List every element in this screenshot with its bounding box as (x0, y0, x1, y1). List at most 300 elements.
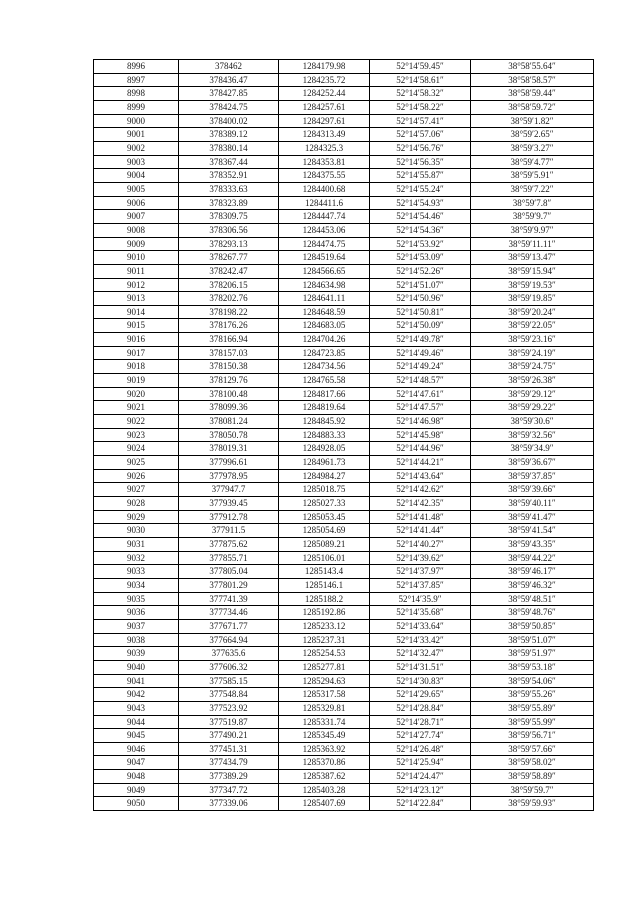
longitude-cell: 38°59′51.97″ (471, 647, 594, 661)
table-row (94, 169, 594, 183)
x-coordinate-cell: 377664.94 (179, 633, 279, 647)
x-coordinate-cell: 377434.79 (179, 756, 279, 770)
table-row (94, 497, 594, 511)
latitude-cell: 52°14′54.36″ (370, 223, 471, 237)
latitude-cell: 52°14′42.35″ (370, 497, 471, 511)
y-coordinate-cell: 1284704.26 (279, 333, 370, 347)
x-coordinate-cell: 378019.31 (179, 442, 279, 456)
point-number-cell: 8996 (94, 60, 179, 74)
table-row (94, 196, 594, 210)
x-coordinate-cell: 378099.36 (179, 401, 279, 415)
point-number-cell: 9026 (94, 469, 179, 483)
latitude-cell: 52°14′44.21″ (370, 456, 471, 470)
x-coordinate-cell: 378306.56 (179, 223, 279, 237)
latitude-cell: 52°14′50.09″ (370, 319, 471, 333)
x-coordinate-cell: 377389.29 (179, 770, 279, 784)
longitude-cell: 38°59′15.94″ (471, 264, 594, 278)
x-coordinate-cell: 378352.91 (179, 169, 279, 183)
latitude-cell: 52°14′50.81″ (370, 305, 471, 319)
latitude-cell: 52°14′24.47″ (370, 770, 471, 784)
table-row (94, 537, 594, 551)
x-coordinate-cell: 377339.06 (179, 797, 279, 811)
x-coordinate-cell: 377548.84 (179, 688, 279, 702)
longitude-cell: 38°59′24.19″ (471, 346, 594, 360)
table-row (94, 223, 594, 237)
table-row (94, 660, 594, 674)
latitude-cell: 52°14′47.61″ (370, 387, 471, 401)
latitude-cell: 52°14′41.48″ (370, 510, 471, 524)
longitude-cell: 38°59′9.97″ (471, 223, 594, 237)
table-row (94, 141, 594, 155)
latitude-cell: 52°14′33.64″ (370, 619, 471, 633)
longitude-cell: 38°59′23.16″ (471, 333, 594, 347)
x-coordinate-cell: 378202.76 (179, 292, 279, 306)
table-row (94, 401, 594, 415)
longitude-cell: 38°59′53.18″ (471, 660, 594, 674)
point-number-cell: 9012 (94, 278, 179, 292)
latitude-cell: 52°14′28.71″ (370, 715, 471, 729)
latitude-cell: 52°14′37.85″ (370, 578, 471, 592)
longitude-cell: 38°59′4.77″ (471, 155, 594, 169)
point-number-cell: 9049 (94, 783, 179, 797)
point-number-cell: 9005 (94, 182, 179, 196)
point-number-cell: 9032 (94, 551, 179, 565)
longitude-cell: 38°59′11.11″ (471, 237, 594, 251)
table-row (94, 715, 594, 729)
latitude-cell: 52°14′56.35″ (370, 155, 471, 169)
latitude-cell: 52°14′46.98″ (370, 415, 471, 429)
latitude-cell: 52°14′35.68″ (370, 606, 471, 620)
x-coordinate-cell: 377741.39 (179, 592, 279, 606)
coordinates-table-body (94, 60, 594, 811)
longitude-cell: 38°59′50.85″ (471, 619, 594, 633)
x-coordinate-cell: 378050.78 (179, 428, 279, 442)
y-coordinate-cell: 1284257.61 (279, 100, 370, 114)
latitude-cell: 52°14′33.42″ (370, 633, 471, 647)
y-coordinate-cell: 1285370.86 (279, 756, 370, 770)
table-row (94, 551, 594, 565)
y-coordinate-cell: 1284819.64 (279, 401, 370, 415)
point-number-cell: 9031 (94, 537, 179, 551)
point-number-cell: 9025 (94, 456, 179, 470)
y-coordinate-cell: 1285143.4 (279, 565, 370, 579)
x-coordinate-cell: 378198.22 (179, 305, 279, 319)
table-row (94, 688, 594, 702)
y-coordinate-cell: 1284447.74 (279, 210, 370, 224)
point-number-cell: 8999 (94, 100, 179, 114)
x-coordinate-cell: 377911.5 (179, 524, 279, 538)
latitude-cell: 52°14′28.84″ (370, 701, 471, 715)
latitude-cell: 52°14′57.06″ (370, 128, 471, 142)
point-number-cell: 9034 (94, 578, 179, 592)
table-row (94, 128, 594, 142)
x-coordinate-cell: 377978.95 (179, 469, 279, 483)
x-coordinate-cell: 377996.61 (179, 456, 279, 470)
y-coordinate-cell: 1285387.62 (279, 770, 370, 784)
longitude-cell: 38°59′32.56″ (471, 428, 594, 442)
y-coordinate-cell: 1285407.69 (279, 797, 370, 811)
latitude-cell: 52°14′22.84″ (370, 797, 471, 811)
point-number-cell: 9021 (94, 401, 179, 415)
longitude-cell: 38°59′30.6″ (471, 415, 594, 429)
latitude-cell: 52°14′57.41″ (370, 114, 471, 128)
longitude-cell: 38°59′46.32″ (471, 578, 594, 592)
point-number-cell: 9018 (94, 360, 179, 374)
y-coordinate-cell: 1284297.61 (279, 114, 370, 128)
latitude-cell: 52°14′54.46″ (370, 210, 471, 224)
point-number-cell: 9036 (94, 606, 179, 620)
table-row (94, 510, 594, 524)
table-row (94, 346, 594, 360)
y-coordinate-cell: 1284235.72 (279, 73, 370, 87)
latitude-cell: 52°14′44.96″ (370, 442, 471, 456)
longitude-cell: 38°59′37.85″ (471, 469, 594, 483)
y-coordinate-cell: 1284325.3 (279, 141, 370, 155)
longitude-cell: 38°59′41.54″ (471, 524, 594, 538)
point-number-cell: 9000 (94, 114, 179, 128)
longitude-cell: 38°59′39.66″ (471, 483, 594, 497)
point-number-cell: 9015 (94, 319, 179, 333)
latitude-cell: 52°14′25.94″ (370, 756, 471, 770)
y-coordinate-cell: 1284474.75 (279, 237, 370, 251)
x-coordinate-cell: 378100.48 (179, 387, 279, 401)
point-number-cell: 9004 (94, 169, 179, 183)
point-number-cell: 9022 (94, 415, 179, 429)
longitude-cell: 38°58′59.72″ (471, 100, 594, 114)
y-coordinate-cell: 1284961.73 (279, 456, 370, 470)
table-row (94, 264, 594, 278)
x-coordinate-cell: 377347.72 (179, 783, 279, 797)
y-coordinate-cell: 1285089.21 (279, 537, 370, 551)
latitude-cell: 52°14′53.09″ (370, 251, 471, 265)
x-coordinate-cell: 378309.75 (179, 210, 279, 224)
table-row (94, 647, 594, 661)
y-coordinate-cell: 1284723.85 (279, 346, 370, 360)
point-number-cell: 9002 (94, 141, 179, 155)
point-number-cell: 9010 (94, 251, 179, 265)
x-coordinate-cell: 377875.62 (179, 537, 279, 551)
point-number-cell: 9050 (94, 797, 179, 811)
point-number-cell: 9041 (94, 674, 179, 688)
table-row (94, 182, 594, 196)
table-row (94, 783, 594, 797)
table-row (94, 606, 594, 620)
point-number-cell: 9027 (94, 483, 179, 497)
longitude-cell: 38°59′55.89″ (471, 701, 594, 715)
x-coordinate-cell: 377947.7 (179, 483, 279, 497)
point-number-cell: 9046 (94, 742, 179, 756)
point-number-cell: 9011 (94, 264, 179, 278)
table-row (94, 237, 594, 251)
longitude-cell: 38°59′48.76″ (471, 606, 594, 620)
point-number-cell: 9006 (94, 196, 179, 210)
x-coordinate-cell: 378462 (179, 60, 279, 74)
longitude-cell: 38°59′3.27″ (471, 141, 594, 155)
longitude-cell: 38°59′20.24″ (471, 305, 594, 319)
point-number-cell: 9033 (94, 565, 179, 579)
latitude-cell: 52°14′59.45″ (370, 60, 471, 74)
latitude-cell: 52°14′43.64″ (370, 469, 471, 483)
point-number-cell: 9040 (94, 660, 179, 674)
table-row (94, 592, 594, 606)
point-number-cell: 9016 (94, 333, 179, 347)
table-row (94, 415, 594, 429)
latitude-cell: 52°14′37.97″ (370, 565, 471, 579)
latitude-cell: 52°14′32.47″ (370, 647, 471, 661)
y-coordinate-cell: 1284375.55 (279, 169, 370, 183)
latitude-cell: 52°14′23.12″ (370, 783, 471, 797)
latitude-cell: 52°14′53.92″ (370, 237, 471, 251)
longitude-cell: 38°58′59.44″ (471, 87, 594, 101)
point-number-cell: 9003 (94, 155, 179, 169)
longitude-cell: 38°58′55.64″ (471, 60, 594, 74)
y-coordinate-cell: 1284179.98 (279, 60, 370, 74)
point-number-cell: 9019 (94, 374, 179, 388)
y-coordinate-cell: 1285192.86 (279, 606, 370, 620)
point-number-cell: 9001 (94, 128, 179, 142)
point-number-cell: 9023 (94, 428, 179, 442)
point-number-cell: 9043 (94, 701, 179, 715)
point-number-cell: 9030 (94, 524, 179, 538)
latitude-cell: 52°14′58.61″ (370, 73, 471, 87)
y-coordinate-cell: 1284634.98 (279, 278, 370, 292)
table-row (94, 374, 594, 388)
longitude-cell: 38°59′19.53″ (471, 278, 594, 292)
x-coordinate-cell: 377451.31 (179, 742, 279, 756)
longitude-cell: 38°59′51.07″ (471, 633, 594, 647)
y-coordinate-cell: 1285363.92 (279, 742, 370, 756)
table-row (94, 155, 594, 169)
point-number-cell: 9042 (94, 688, 179, 702)
x-coordinate-cell: 377606.32 (179, 660, 279, 674)
y-coordinate-cell: 1284928.05 (279, 442, 370, 456)
x-coordinate-cell: 378267.77 (179, 251, 279, 265)
table-row (94, 619, 594, 633)
longitude-cell: 38°59′1.82″ (471, 114, 594, 128)
latitude-cell: 52°14′30.83″ (370, 674, 471, 688)
x-coordinate-cell: 377671.77 (179, 619, 279, 633)
x-coordinate-cell: 378436.47 (179, 73, 279, 87)
latitude-cell: 52°14′39.62″ (370, 551, 471, 565)
latitude-cell: 52°14′49.46″ (370, 346, 471, 360)
y-coordinate-cell: 1285146.1 (279, 578, 370, 592)
point-number-cell: 9017 (94, 346, 179, 360)
y-coordinate-cell: 1285331.74 (279, 715, 370, 729)
coordinates-table (93, 59, 594, 811)
latitude-cell: 52°14′35.9″ (370, 592, 471, 606)
point-number-cell: 9035 (94, 592, 179, 606)
latitude-cell: 52°14′50.96″ (370, 292, 471, 306)
table-row (94, 456, 594, 470)
table-row (94, 674, 594, 688)
table-row (94, 210, 594, 224)
x-coordinate-cell: 377519.87 (179, 715, 279, 729)
x-coordinate-cell: 377635.6 (179, 647, 279, 661)
x-coordinate-cell: 378293.13 (179, 237, 279, 251)
point-number-cell: 9045 (94, 729, 179, 743)
table-row (94, 87, 594, 101)
longitude-cell: 38°59′56.71″ (471, 729, 594, 743)
table-row (94, 565, 594, 579)
point-number-cell: 9008 (94, 223, 179, 237)
latitude-cell: 52°14′54.93″ (370, 196, 471, 210)
table-row (94, 360, 594, 374)
latitude-cell: 52°14′49.24″ (370, 360, 471, 374)
point-number-cell: 9038 (94, 633, 179, 647)
longitude-cell: 38°59′43.35″ (471, 537, 594, 551)
y-coordinate-cell: 1284984.27 (279, 469, 370, 483)
latitude-cell: 52°14′55.87″ (370, 169, 471, 183)
longitude-cell: 38°59′55.26″ (471, 688, 594, 702)
x-coordinate-cell: 378400.02 (179, 114, 279, 128)
latitude-cell: 52°14′26.48″ (370, 742, 471, 756)
y-coordinate-cell: 1285317.58 (279, 688, 370, 702)
longitude-cell: 38°59′57.66″ (471, 742, 594, 756)
y-coordinate-cell: 1285403.28 (279, 783, 370, 797)
latitude-cell: 52°14′58.32″ (370, 87, 471, 101)
point-number-cell: 9009 (94, 237, 179, 251)
longitude-cell: 38°59′9.7″ (471, 210, 594, 224)
latitude-cell: 52°14′40.27″ (370, 537, 471, 551)
x-coordinate-cell: 377585.15 (179, 674, 279, 688)
y-coordinate-cell: 1285254.53 (279, 647, 370, 661)
longitude-cell: 38°59′59.93″ (471, 797, 594, 811)
latitude-cell: 52°14′41.44″ (370, 524, 471, 538)
y-coordinate-cell: 1285054.69 (279, 524, 370, 538)
latitude-cell: 52°14′47.57″ (370, 401, 471, 415)
table-row (94, 701, 594, 715)
latitude-cell: 52°14′51.07″ (370, 278, 471, 292)
point-number-cell: 9007 (94, 210, 179, 224)
latitude-cell: 52°14′45.98″ (370, 428, 471, 442)
longitude-cell: 38°59′13.47″ (471, 251, 594, 265)
table-row (94, 428, 594, 442)
y-coordinate-cell: 1284252.44 (279, 87, 370, 101)
latitude-cell: 52°14′52.26″ (370, 264, 471, 278)
y-coordinate-cell: 1284566.65 (279, 264, 370, 278)
x-coordinate-cell: 378424.75 (179, 100, 279, 114)
longitude-cell: 38°59′29.22″ (471, 401, 594, 415)
y-coordinate-cell: 1284411.6 (279, 196, 370, 210)
y-coordinate-cell: 1284641.11 (279, 292, 370, 306)
x-coordinate-cell: 378367.44 (179, 155, 279, 169)
longitude-cell: 38°59′2.65″ (471, 128, 594, 142)
x-coordinate-cell: 377523.92 (179, 701, 279, 715)
table-row (94, 278, 594, 292)
latitude-cell: 52°14′55.24″ (370, 182, 471, 196)
longitude-cell: 38°59′29.12″ (471, 387, 594, 401)
point-number-cell: 9039 (94, 647, 179, 661)
point-number-cell: 9020 (94, 387, 179, 401)
latitude-cell: 52°14′48.57″ (370, 374, 471, 388)
table-row (94, 483, 594, 497)
y-coordinate-cell: 1285027.33 (279, 497, 370, 511)
y-coordinate-cell: 1284845.92 (279, 415, 370, 429)
x-coordinate-cell: 378166.94 (179, 333, 279, 347)
x-coordinate-cell: 378242.47 (179, 264, 279, 278)
x-coordinate-cell: 378176.26 (179, 319, 279, 333)
point-number-cell: 9044 (94, 715, 179, 729)
longitude-cell: 38°59′7.22″ (471, 182, 594, 196)
table-row (94, 729, 594, 743)
table-row (94, 469, 594, 483)
point-number-cell: 9048 (94, 770, 179, 784)
longitude-cell: 38°59′19.85″ (471, 292, 594, 306)
longitude-cell: 38°59′41.47″ (471, 510, 594, 524)
table-row (94, 333, 594, 347)
longitude-cell: 38°59′48.51″ (471, 592, 594, 606)
y-coordinate-cell: 1284313.49 (279, 128, 370, 142)
y-coordinate-cell: 1284817.66 (279, 387, 370, 401)
x-coordinate-cell: 377855.71 (179, 551, 279, 565)
longitude-cell: 38°59′59.7″ (471, 783, 594, 797)
longitude-cell: 38°59′44.22″ (471, 551, 594, 565)
y-coordinate-cell: 1285345.49 (279, 729, 370, 743)
x-coordinate-cell: 377734.46 (179, 606, 279, 620)
table-row (94, 292, 594, 306)
x-coordinate-cell: 378389.12 (179, 128, 279, 142)
point-number-cell: 9014 (94, 305, 179, 319)
x-coordinate-cell: 378380.14 (179, 141, 279, 155)
y-coordinate-cell: 1284648.59 (279, 305, 370, 319)
longitude-cell: 38°59′54.06″ (471, 674, 594, 688)
y-coordinate-cell: 1284765.58 (279, 374, 370, 388)
longitude-cell: 38°59′55.99″ (471, 715, 594, 729)
y-coordinate-cell: 1285237.31 (279, 633, 370, 647)
table-row (94, 742, 594, 756)
latitude-cell: 52°14′42.62″ (370, 483, 471, 497)
table-row (94, 73, 594, 87)
point-number-cell: 9028 (94, 497, 179, 511)
longitude-cell: 38°59′40.11″ (471, 497, 594, 511)
y-coordinate-cell: 1285106.01 (279, 551, 370, 565)
y-coordinate-cell: 1284400.68 (279, 182, 370, 196)
y-coordinate-cell: 1285329.81 (279, 701, 370, 715)
table-row (94, 60, 594, 74)
point-number-cell: 9013 (94, 292, 179, 306)
longitude-cell: 38°59′26.38″ (471, 374, 594, 388)
table-row (94, 387, 594, 401)
y-coordinate-cell: 1284683.05 (279, 319, 370, 333)
table-row (94, 524, 594, 538)
x-coordinate-cell: 378323.89 (179, 196, 279, 210)
y-coordinate-cell: 1285053.45 (279, 510, 370, 524)
table-row (94, 319, 594, 333)
latitude-cell: 52°14′49.78″ (370, 333, 471, 347)
longitude-cell: 38°59′58.89″ (471, 770, 594, 784)
y-coordinate-cell: 1284453.06 (279, 223, 370, 237)
point-number-cell: 8998 (94, 87, 179, 101)
y-coordinate-cell: 1285233.12 (279, 619, 370, 633)
longitude-cell: 38°59′7.8″ (471, 196, 594, 210)
y-coordinate-cell: 1284519.64 (279, 251, 370, 265)
longitude-cell: 38°59′58.02″ (471, 756, 594, 770)
x-coordinate-cell: 378129.76 (179, 374, 279, 388)
x-coordinate-cell: 378427.85 (179, 87, 279, 101)
table-row (94, 770, 594, 784)
point-number-cell: 9024 (94, 442, 179, 456)
longitude-cell: 38°59′24.75″ (471, 360, 594, 374)
longitude-cell: 38°59′34.9″ (471, 442, 594, 456)
longitude-cell: 38°58′58.57″ (471, 73, 594, 87)
y-coordinate-cell: 1284353.81 (279, 155, 370, 169)
y-coordinate-cell: 1285018.75 (279, 483, 370, 497)
x-coordinate-cell: 378333.63 (179, 182, 279, 196)
latitude-cell: 52°14′58.22″ (370, 100, 471, 114)
x-coordinate-cell: 377912.78 (179, 510, 279, 524)
table-row (94, 756, 594, 770)
x-coordinate-cell: 377801.29 (179, 578, 279, 592)
